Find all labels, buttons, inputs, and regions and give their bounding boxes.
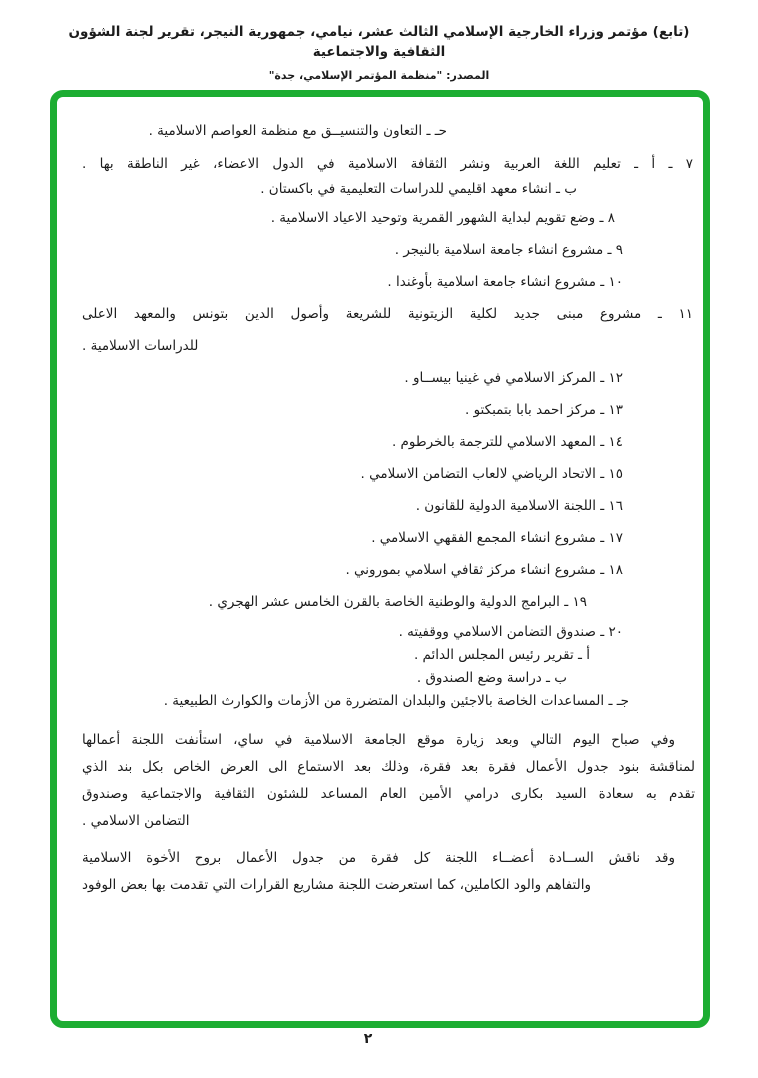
page-header	[0, 22, 758, 82]
document-body	[57, 97, 703, 899]
list-subitem-line: أ ـ تقرير رئيس المجلس الدائم .	[413, 647, 590, 663]
paragraph-line: وفي صباح اليوم التالي وبعد زيارة موقع الجامعة الاسلامية في ساي، استأنفت اللجنة أعمالها	[82, 732, 675, 748]
list-item-line: ١٣ ـ مركز احمد بابا بتمبكتو .	[464, 402, 623, 418]
paragraph-line: التضامن الاسلامي .	[82, 813, 190, 829]
list-item-line: ب ـ انشاء معهد اقليمي للدراسات التعليمية في باكستان .	[260, 181, 577, 197]
paragraph-line: تقدم به سعادة السيد بكارى درامي الأمين العام المساعد للشئون الثقافية والاجتماعية وصندوق	[82, 786, 695, 802]
list-subitem-line: ب ـ دراسة وضع الصندوق .	[416, 670, 567, 686]
list-item-line: ١٢ ـ المركز الاسلامي في غينيا بيســاو .	[404, 370, 623, 386]
conference-title: (تابع) مؤتمر وزراء الخارجية الإسلامي الثالث عشر، نيامي، جمهورية النيجر، تقرير لجنة الشؤون الثقافية والاجتماعية	[68, 24, 690, 60]
list-item-line: ١٤ ـ المعهد الاسلامي للترجمة بالخرطوم .	[391, 434, 623, 450]
list-item-line: ١٨ ـ مشروع انشاء مركز ثقافي اسلامي بموروني .	[345, 562, 623, 578]
list-item-line: ١٠ ـ مشروع انشاء جامعة اسلامية بأوغندا .	[387, 274, 623, 290]
list-item-line: ١٧ ـ مشروع انشاء المجمع الفقهي الاسلامي .	[371, 530, 623, 546]
body-paragraph	[82, 727, 695, 835]
page-number: ٢	[363, 1031, 373, 1047]
list-item-line: ١٥ ـ الاتحاد الرياضي لالعاب التضامن الاسلامي .	[360, 466, 623, 482]
list-subitem-line: جـ ـ المساعدات الخاصة بالاجئين والبلدان المتضررة من الأزمات والكوارث الطبيعية .	[163, 693, 629, 709]
paragraph-line: والتفاهم والود الكاملين، كما استعرضت اللجنة مشاريع القرارات التي تقدمت بها بعض الوفود	[82, 877, 591, 893]
list-item-line: ٨ ـ وضع تقويم لبداية الشهور القمرية وتوحيد الاعياد الاسلامية .	[270, 210, 615, 226]
list-item-line: ١١ ـ مشروع مبنى جديد لكلية الزيتونية للشريعة وأصول الدين بتونس والمعهد الاعلى	[82, 306, 693, 322]
body-paragraph	[82, 845, 695, 899]
paragraph-line: لمناقشة بنود جدول الأعمال فقرة بعد فقرة، وذلك بعد الاستماع الى العرض الخاص بكل بند الذي	[82, 759, 695, 775]
list-item-line: ٧ ـ أ ـ تعليم اللغة العربية ونشر الثقافة الاسلامية في الدول الاعضاء، غير الناطقة بها .	[82, 156, 693, 172]
list-item-continuation-line: للدراسات الاسلامية .	[82, 338, 199, 354]
document-border-frame	[50, 90, 710, 1028]
list-item-line: ٩ ـ مشروع انشاء جامعة اسلامية بالنيجر .	[394, 242, 623, 258]
list-item-line: ٢٠ ـ صندوق التضامن الاسلامي ووقفيته .	[398, 624, 623, 640]
list-item-line: ١٩ ـ البرامج الدولية والوطنية الخاصة بالقرن الخامس عشر الهجري .	[208, 594, 587, 610]
paragraph-line: وقد ناقش الســادة أعضــاء اللجنة كل فقرة من جدول الأعمال بروح الأخوة الاسلامية	[82, 850, 675, 866]
list-item-line: حـ ـ التعاون والتنسيــق مع منظمة العواصم الاسلامية .	[148, 123, 447, 139]
source-note: المصدر: "منظمة المؤتمر الإسلامي، جدة"	[268, 69, 490, 82]
list-item-line: ١٦ ـ اللجنة الاسلامية الدولية للقانون .	[415, 498, 623, 514]
